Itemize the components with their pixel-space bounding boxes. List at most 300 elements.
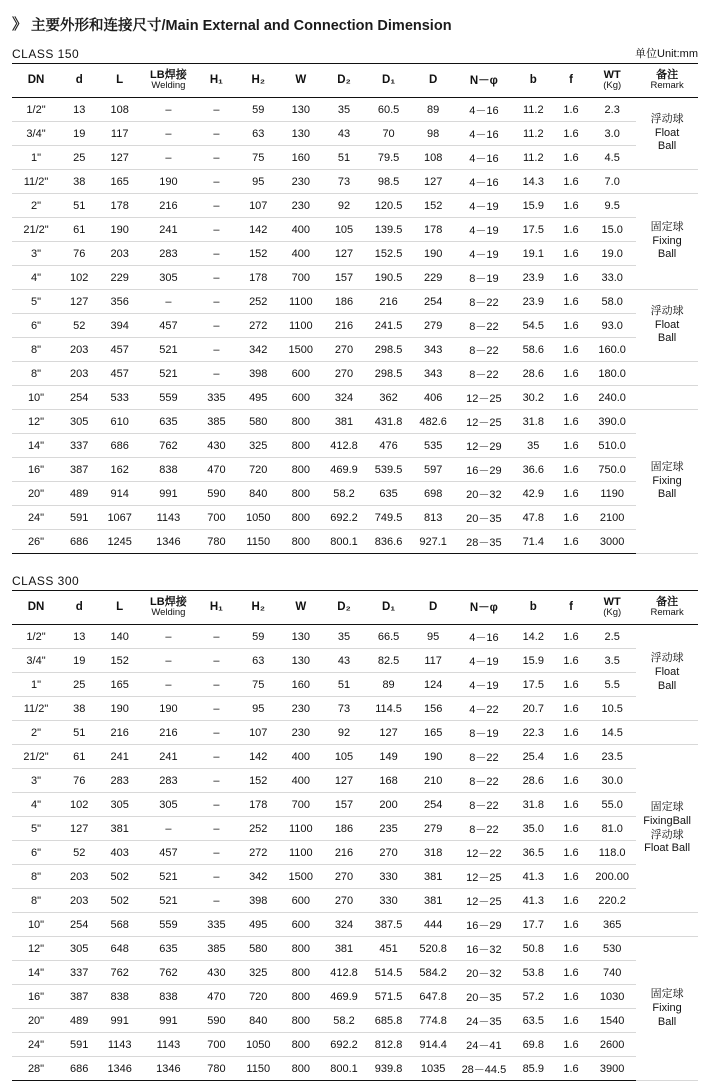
cell-nf: 12－25 — [455, 410, 513, 434]
column-header-b: b — [513, 591, 554, 625]
cell-dn: 2" — [12, 194, 60, 218]
cell-h1: – — [196, 793, 237, 817]
cell-h1: 385 — [196, 937, 237, 961]
cell-d: 127 — [60, 817, 98, 841]
cell-dd: 124 — [411, 673, 455, 697]
cell-nf: 4－16 — [455, 625, 513, 649]
cell-f: 1.6 — [554, 1033, 588, 1057]
column-header-nf: N－φ — [455, 591, 513, 625]
cell-l: 241 — [98, 745, 141, 769]
cell-d1: 451 — [366, 937, 411, 961]
table-row — [12, 1057, 698, 1081]
cell-d2: 216 — [322, 314, 366, 338]
cell-d: 686 — [60, 1057, 98, 1081]
cell-b: 11.2 — [513, 146, 554, 170]
cell-d2: 692.2 — [322, 1033, 366, 1057]
cell-d1: 190.5 — [366, 266, 411, 290]
cell-dd: 89 — [411, 98, 455, 122]
cell-h2: 1150 — [237, 530, 280, 554]
cell-d2: 270 — [322, 338, 366, 362]
cell-lb: 559 — [141, 386, 196, 410]
cell-h1: – — [196, 266, 237, 290]
cell-l: 152 — [98, 649, 141, 673]
table-row — [12, 338, 698, 362]
column-header-dd: D — [411, 591, 455, 625]
cell-wt: 2.5 — [588, 625, 636, 649]
column-header-h2: H₂ — [237, 64, 280, 98]
cell-wt: 23.5 — [588, 745, 636, 769]
cell-lb: 190 — [141, 697, 196, 721]
cell-h1: 335 — [196, 913, 237, 937]
cell-lb: 762 — [141, 961, 196, 985]
cell-h2: 75 — [237, 146, 280, 170]
cell-dd: 914.4 — [411, 1033, 455, 1057]
cell-w: 1100 — [280, 314, 323, 338]
cell-l: 686 — [98, 434, 141, 458]
cell-nf: 16－32 — [455, 937, 513, 961]
cell-nf: 8－22 — [455, 769, 513, 793]
cell-d1: 476 — [366, 434, 411, 458]
cell-b: 47.8 — [513, 506, 554, 530]
table-row — [12, 769, 698, 793]
column-header-d1: D₁ — [366, 64, 411, 98]
cell-h1: – — [196, 625, 237, 649]
cell-d2: 35 — [322, 625, 366, 649]
cell-b: 36.5 — [513, 841, 554, 865]
cell-w: 800 — [280, 530, 323, 554]
cell-d1: 939.8 — [366, 1057, 411, 1081]
cell-d2: 381 — [322, 410, 366, 434]
cell-w: 1100 — [280, 817, 323, 841]
cell-dd: 584.2 — [411, 961, 455, 985]
cell-d2: 324 — [322, 386, 366, 410]
cell-w: 800 — [280, 434, 323, 458]
cell-lb: – — [141, 290, 196, 314]
table-row — [12, 242, 698, 266]
cell-f: 1.6 — [554, 266, 588, 290]
cell-h2: 495 — [237, 386, 280, 410]
cell-lb: 1346 — [141, 530, 196, 554]
cell-dn: 8" — [12, 865, 60, 889]
cell-nf: 24－41 — [455, 1033, 513, 1057]
cell-w: 1100 — [280, 290, 323, 314]
cell-dd: 95 — [411, 625, 455, 649]
cell-nf: 28－35 — [455, 530, 513, 554]
table-row — [12, 218, 698, 242]
class-label: CLASS 150 — [12, 47, 80, 61]
cell-d1: 749.5 — [366, 506, 411, 530]
cell-w: 600 — [280, 889, 323, 913]
cell-dd: 927.1 — [411, 530, 455, 554]
cell-dn: 12" — [12, 410, 60, 434]
cell-l: 190 — [98, 697, 141, 721]
cell-remark: 浮动球 Float Ball — [636, 290, 698, 362]
cell-h2: 1150 — [237, 1057, 280, 1081]
cell-d1: 387.5 — [366, 913, 411, 937]
cell-h2: 75 — [237, 673, 280, 697]
table-row — [12, 913, 698, 937]
cell-b: 22.3 — [513, 721, 554, 745]
cell-wt: 14.5 — [588, 721, 636, 745]
cell-h1: 780 — [196, 1057, 237, 1081]
cell-nf: 20－32 — [455, 961, 513, 985]
cell-f: 1.6 — [554, 242, 588, 266]
cell-dn: 20" — [12, 1009, 60, 1033]
cell-h2: 142 — [237, 218, 280, 242]
cell-wt: 180.0 — [588, 362, 636, 386]
cell-lb: – — [141, 122, 196, 146]
cell-d2: 127 — [322, 242, 366, 266]
cell-dd: 98 — [411, 122, 455, 146]
cell-h2: 398 — [237, 362, 280, 386]
cell-h1: – — [196, 194, 237, 218]
cell-b: 35 — [513, 434, 554, 458]
cell-f: 1.6 — [554, 458, 588, 482]
cell-b: 11.2 — [513, 98, 554, 122]
cell-f: 1.6 — [554, 530, 588, 554]
cell-nf: 8－22 — [455, 314, 513, 338]
cell-nf: 4－19 — [455, 218, 513, 242]
cell-l: 229 — [98, 266, 141, 290]
cell-l: 356 — [98, 290, 141, 314]
cell-d1: 127 — [366, 721, 411, 745]
cell-f: 1.6 — [554, 865, 588, 889]
cell-l: 117 — [98, 122, 141, 146]
cell-nf: 20－32 — [455, 482, 513, 506]
cell-nf: 4－19 — [455, 649, 513, 673]
cell-f: 1.6 — [554, 410, 588, 434]
cell-d2: 800.1 — [322, 530, 366, 554]
cell-f: 1.6 — [554, 314, 588, 338]
cell-d: 591 — [60, 506, 98, 530]
cell-l: 305 — [98, 793, 141, 817]
cell-lb: 216 — [141, 194, 196, 218]
table-row — [12, 937, 698, 961]
cell-dn: 14" — [12, 434, 60, 458]
cell-l: 178 — [98, 194, 141, 218]
column-header-d1: D₁ — [366, 591, 411, 625]
cell-w: 230 — [280, 721, 323, 745]
cell-w: 600 — [280, 913, 323, 937]
table-row — [12, 530, 698, 554]
cell-dn: 20" — [12, 482, 60, 506]
cell-h2: 398 — [237, 889, 280, 913]
cell-d: 102 — [60, 793, 98, 817]
cell-b: 14.2 — [513, 625, 554, 649]
spec-table — [12, 63, 698, 554]
cell-lb: 457 — [141, 314, 196, 338]
cell-l: 1346 — [98, 1057, 141, 1081]
cell-wt: 10.5 — [588, 697, 636, 721]
cell-h1: 780 — [196, 530, 237, 554]
cell-lb: 521 — [141, 865, 196, 889]
page-title-text: 主要外形和连接尺寸/Main External and Connection Dimension — [31, 18, 452, 34]
cell-lb: 190 — [141, 170, 196, 194]
cell-dd: 1035 — [411, 1057, 455, 1081]
cell-f: 1.6 — [554, 649, 588, 673]
cell-lb: – — [141, 817, 196, 841]
cell-h1: – — [196, 218, 237, 242]
cell-d: 19 — [60, 122, 98, 146]
cell-b: 41.3 — [513, 889, 554, 913]
cell-w: 130 — [280, 625, 323, 649]
cell-d: 337 — [60, 961, 98, 985]
cell-l: 457 — [98, 338, 141, 362]
cell-b: 17.5 — [513, 673, 554, 697]
cell-dd: 279 — [411, 817, 455, 841]
cell-nf: 4－16 — [455, 170, 513, 194]
cell-nf: 28－44.5 — [455, 1057, 513, 1081]
cell-h1: – — [196, 841, 237, 865]
cell-d1: 168 — [366, 769, 411, 793]
cell-wt: 93.0 — [588, 314, 636, 338]
cell-h1: – — [196, 170, 237, 194]
cell-d2: 105 — [322, 745, 366, 769]
cell-wt: 118.0 — [588, 841, 636, 865]
cell-h2: 342 — [237, 338, 280, 362]
cell-l: 533 — [98, 386, 141, 410]
cell-lb: – — [141, 673, 196, 697]
cell-dn: 26" — [12, 530, 60, 554]
cell-remark-empty — [636, 913, 698, 937]
cell-dd: 156 — [411, 697, 455, 721]
cell-remark: 浮动球 Float Ball — [636, 98, 698, 170]
spec-table — [12, 590, 698, 1081]
table-row — [12, 122, 698, 146]
cell-dd: 381 — [411, 865, 455, 889]
cell-h2: 325 — [237, 961, 280, 985]
cell-lb: – — [141, 146, 196, 170]
cell-h2: 272 — [237, 841, 280, 865]
cell-h2: 63 — [237, 649, 280, 673]
cell-dd: 190 — [411, 745, 455, 769]
cell-w: 400 — [280, 242, 323, 266]
table-row — [12, 649, 698, 673]
cell-d2: 51 — [322, 673, 366, 697]
table-row — [12, 889, 698, 913]
cell-l: 283 — [98, 769, 141, 793]
cell-lb: 991 — [141, 482, 196, 506]
cell-d: 38 — [60, 697, 98, 721]
table-row — [12, 961, 698, 985]
cell-lb: – — [141, 98, 196, 122]
column-header-w: W — [280, 64, 323, 98]
cell-d1: 139.5 — [366, 218, 411, 242]
cell-d: 102 — [60, 266, 98, 290]
cell-h1: – — [196, 242, 237, 266]
cell-dn: 6" — [12, 841, 60, 865]
cell-w: 800 — [280, 506, 323, 530]
cell-dn: 1" — [12, 673, 60, 697]
cell-dn: 4" — [12, 793, 60, 817]
cell-d1: 685.8 — [366, 1009, 411, 1033]
table-row — [12, 482, 698, 506]
cell-wt: 55.0 — [588, 793, 636, 817]
cell-lb: 241 — [141, 218, 196, 242]
cell-d1: 152.5 — [366, 242, 411, 266]
cell-d2: 58.2 — [322, 482, 366, 506]
cell-d2: 270 — [322, 889, 366, 913]
cell-dn: 4" — [12, 266, 60, 290]
cell-wt: 1540 — [588, 1009, 636, 1033]
cell-d2: 469.9 — [322, 985, 366, 1009]
cell-d1: 431.8 — [366, 410, 411, 434]
cell-h1: 385 — [196, 410, 237, 434]
cell-h2: 252 — [237, 817, 280, 841]
cell-h2: 152 — [237, 242, 280, 266]
cell-wt: 30.0 — [588, 769, 636, 793]
cell-f: 1.6 — [554, 1009, 588, 1033]
cell-h1: – — [196, 697, 237, 721]
cell-d1: 298.5 — [366, 338, 411, 362]
cell-d1: 241.5 — [366, 314, 411, 338]
cell-d1: 836.6 — [366, 530, 411, 554]
cell-wt: 390.0 — [588, 410, 636, 434]
cell-d2: 186 — [322, 290, 366, 314]
cell-lb: 838 — [141, 458, 196, 482]
cell-b: 63.5 — [513, 1009, 554, 1033]
cell-w: 400 — [280, 769, 323, 793]
cell-dn: 3/4" — [12, 122, 60, 146]
cell-d1: 89 — [366, 673, 411, 697]
table-row — [12, 386, 698, 410]
cell-d2: 186 — [322, 817, 366, 841]
cell-lb: 838 — [141, 985, 196, 1009]
column-header-weight: WT (Kg) — [588, 591, 636, 625]
cell-d1: 149 — [366, 745, 411, 769]
cell-f: 1.6 — [554, 625, 588, 649]
cell-lb: 283 — [141, 242, 196, 266]
cell-nf: 12－25 — [455, 889, 513, 913]
cell-nf: 8－22 — [455, 338, 513, 362]
cell-wt: 365 — [588, 913, 636, 937]
cell-h1: – — [196, 122, 237, 146]
cell-l: 140 — [98, 625, 141, 649]
cell-wt: 2100 — [588, 506, 636, 530]
cell-wt: 81.0 — [588, 817, 636, 841]
cell-f: 1.6 — [554, 697, 588, 721]
cell-wt: 200.00 — [588, 865, 636, 889]
cell-dn: 1/2" — [12, 625, 60, 649]
cell-b: 36.6 — [513, 458, 554, 482]
cell-b: 15.9 — [513, 194, 554, 218]
cell-w: 130 — [280, 649, 323, 673]
cell-d2: 51 — [322, 146, 366, 170]
cell-dd: 190 — [411, 242, 455, 266]
cell-w: 600 — [280, 362, 323, 386]
cell-b: 14.3 — [513, 170, 554, 194]
cell-h1: – — [196, 314, 237, 338]
cell-dn: 3" — [12, 242, 60, 266]
cell-d: 13 — [60, 625, 98, 649]
cell-wt: 3900 — [588, 1057, 636, 1081]
cell-dn: 1" — [12, 146, 60, 170]
cell-l: 127 — [98, 146, 141, 170]
cell-h2: 178 — [237, 266, 280, 290]
cell-b: 28.6 — [513, 769, 554, 793]
cell-b: 31.8 — [513, 793, 554, 817]
cell-b: 54.5 — [513, 314, 554, 338]
cell-nf: 20－35 — [455, 985, 513, 1009]
column-header-f: f — [554, 64, 588, 98]
cell-dd: 318 — [411, 841, 455, 865]
cell-dn: 21/2" — [12, 218, 60, 242]
cell-wt: 240.0 — [588, 386, 636, 410]
cell-dn: 11/2" — [12, 697, 60, 721]
cell-w: 800 — [280, 1009, 323, 1033]
cell-h2: 63 — [237, 122, 280, 146]
cell-w: 230 — [280, 194, 323, 218]
cell-h2: 840 — [237, 1009, 280, 1033]
cell-remark-empty — [636, 386, 698, 410]
cell-nf: 12－22 — [455, 841, 513, 865]
cell-w: 800 — [280, 458, 323, 482]
cell-dn: 8" — [12, 889, 60, 913]
cell-d2: 469.9 — [322, 458, 366, 482]
column-header-weight: WT (Kg) — [588, 64, 636, 98]
cell-b: 35.0 — [513, 817, 554, 841]
cell-h2: 107 — [237, 721, 280, 745]
cell-b: 25.4 — [513, 745, 554, 769]
table-row — [12, 1033, 698, 1057]
cell-wt: 750.0 — [588, 458, 636, 482]
cell-d: 305 — [60, 937, 98, 961]
cell-l: 165 — [98, 170, 141, 194]
cell-d2: 216 — [322, 841, 366, 865]
cell-h1: 470 — [196, 458, 237, 482]
cell-wt: 3.5 — [588, 649, 636, 673]
table-row — [12, 673, 698, 697]
cell-nf: 4－19 — [455, 242, 513, 266]
column-header-remark: 备注 Remark — [636, 591, 698, 625]
cell-dd: 178 — [411, 218, 455, 242]
cell-nf: 4－22 — [455, 697, 513, 721]
cell-dn: 28" — [12, 1057, 60, 1081]
cell-b: 20.7 — [513, 697, 554, 721]
spec-section — [12, 554, 698, 1081]
cell-w: 230 — [280, 170, 323, 194]
cell-d2: 324 — [322, 913, 366, 937]
cell-f: 1.6 — [554, 913, 588, 937]
cell-l: 1143 — [98, 1033, 141, 1057]
cell-nf: 20－35 — [455, 506, 513, 530]
cell-lb: – — [141, 625, 196, 649]
cell-dd: 698 — [411, 482, 455, 506]
cell-wt: 160.0 — [588, 338, 636, 362]
cell-d: 337 — [60, 434, 98, 458]
cell-b: 57.2 — [513, 985, 554, 1009]
cell-w: 1500 — [280, 865, 323, 889]
cell-w: 700 — [280, 793, 323, 817]
cell-lb: 1346 — [141, 1057, 196, 1081]
cell-wt: 220.2 — [588, 889, 636, 913]
cell-w: 130 — [280, 122, 323, 146]
section-marker-icon: 》 — [12, 16, 26, 33]
cell-b: 50.8 — [513, 937, 554, 961]
table-row — [12, 170, 698, 194]
cell-d2: 157 — [322, 266, 366, 290]
cell-b: 17.7 — [513, 913, 554, 937]
cell-nf: 4－19 — [455, 194, 513, 218]
cell-w: 800 — [280, 937, 323, 961]
cell-d2: 73 — [322, 170, 366, 194]
column-header-f: f — [554, 591, 588, 625]
cell-remark-empty — [636, 170, 698, 194]
cell-d1: 98.5 — [366, 170, 411, 194]
cell-d2: 73 — [322, 697, 366, 721]
cell-f: 1.6 — [554, 386, 588, 410]
cell-dd: 774.8 — [411, 1009, 455, 1033]
